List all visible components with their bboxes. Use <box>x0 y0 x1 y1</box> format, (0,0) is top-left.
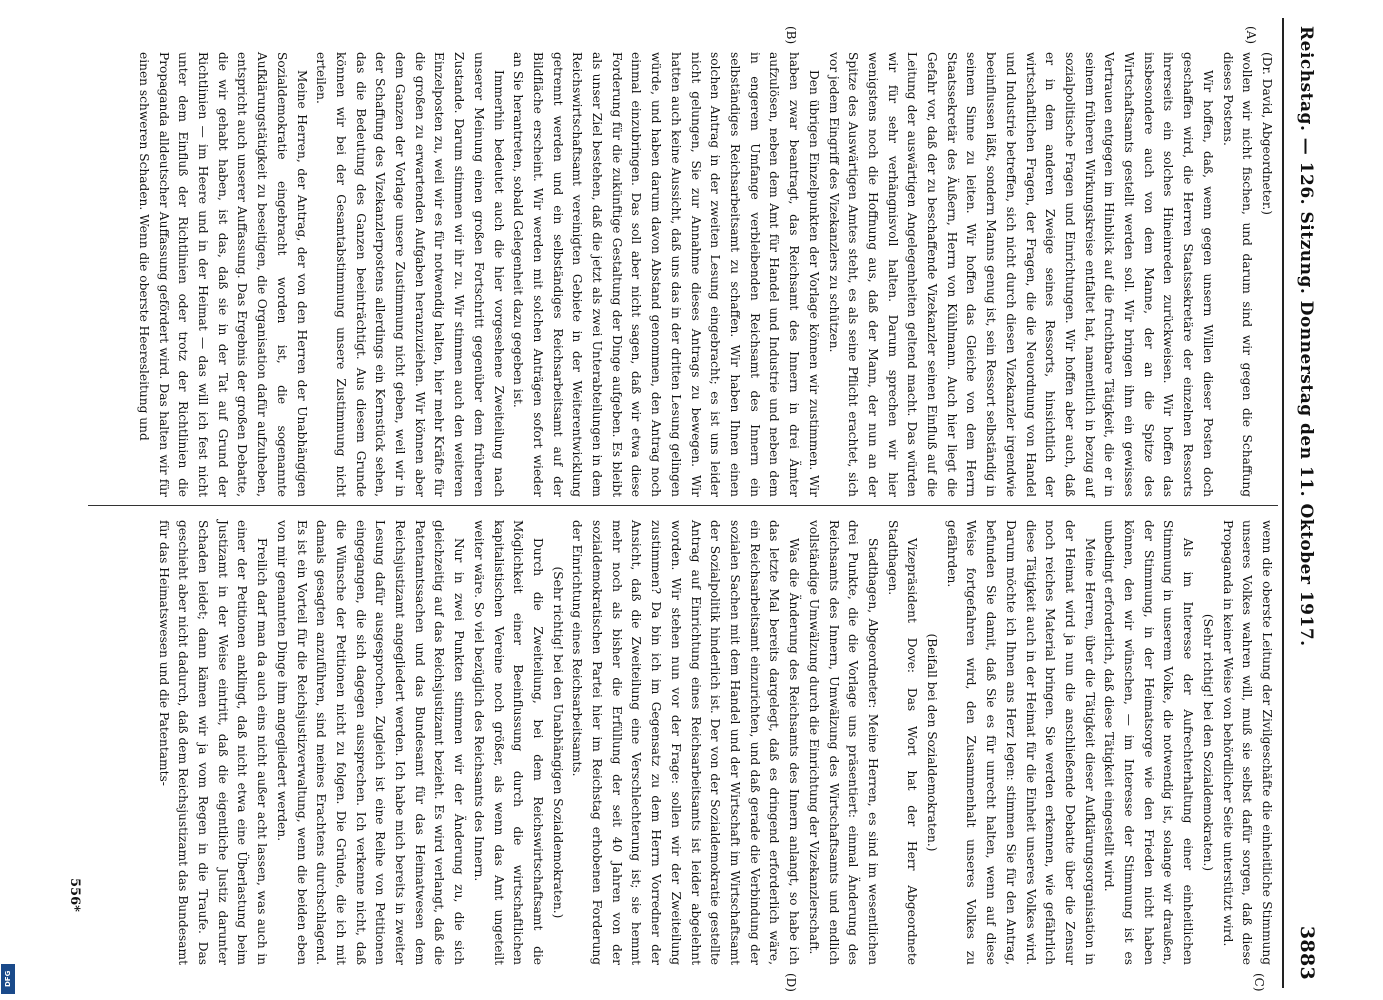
paragraph: Stadthagen, Abgeordneter: Meine Herren, es sind im wesentlichen drei Punkte, die die Vorlage uns präsentiert: einmal Änderung des Reichsamts des Innern, Umwälzung des Wirtschaftsamts und endlich vollständige Umwälzung durch die Einrichtung der Vizekanzlerschaft. <box>806 520 880 965</box>
page-header-number: 3883 <box>1296 925 1318 980</box>
paragraph: wenn die oberste Leitung der Zivilgeschäfte die einheitliche Stimmung unseres Volkes wahren will, muß sie selbst dafür sorgen, daß diese Propaganda in keiner Weise von behördlicher Seite unterstützt wird. <box>1220 520 1274 965</box>
interjection: (Sehr richtig! bei den Sozialdemokraten.) <box>1200 613 1215 872</box>
running-head <box>1288 26 1316 980</box>
interjection: (Beifall bei den Sozialdemokraten.) <box>925 633 940 852</box>
page-wrap <box>60 18 1320 992</box>
funding-note <box>2 0 16 1000</box>
paragraph: Meine Herren, der Antrag, der von den Herren der Unabhängigen Sozialdemokratie eingebracht worden ist, die sogenannte Aufklärungstätigkeit zu beseitigen, die Organisation dafür aufzuheben, entspricht auch unserer Auffassung. Das Ergebnis der großen Debatte, die wir gehabt haben, ist das, daß sie in der Tat auf Grund der Richtlinien — im Heere und in der Heimat — das will ich fest nicht unter dem Einfluß der Richtlinien oder trotz der Richtlinien die Propaganda alldeutscher Auffassung gefördert wird. Das halten wir für einen schweren Schaden. Wenn die oberste Heeresleitung und <box>136 52 309 497</box>
paragraph: Wir hoffen, daß, wenn gegen unsern Willen dieser Posten doch geschaffen wird, die Herren Staatssekretäre der einzelnen Ressorts ihrerseits ein solches Hineinreden zurückweisen. Wir hoffen das insbesondere auch von dem Manne, der an die Spitze des Wirtschaftsamts gestellt werden soll. Wir bringen ihm ein gewisses Vertrauen entgegen im Hinblick auf die fruchtbare Tätigkeit, die er in seinem früheren Wirkungskreise entfaltet hat, namentlich in bezug auf sozialpolitische Fragen und Einrichtungen. Wir hoffen aber auch, daß er in dem anderen Zweige seines Ressorts, hinsichtlich der wirtschaftlichen Fragen, der Fragen, die die Neuordnung von Handel und Industrie betreffen, sich nicht durch diesen Vizekanzler irgendwie beeinflussen läßt, sondern Manns genug ist, sein Ressort selbständig in seinem Sinne zu leiten. Wir hoffen das Gleiche von dem Herrn Staatssekretär des Äußern, Herrn von Kühlmann. Auch hier liegt die Gefahr vor, daß der zu beschaffende Vizekanzler seinen Einfluß auf die Leitung der auswärtigen Angelegenheiten geltend macht. Das würden wir für sehr verhängnisvoll halten. Darum sprechen wir hier wenigstens noch die Hoffnung aus, daß der Mann, der nun an der Spitze des Auswärtigen Amtes steht, es als seine Pflicht erachtet, sich vor jedem Eingriff des Vizekanzlers zu schützen. <box>826 52 1215 497</box>
paragraph: Freilich darf man da auch eins nicht außer acht lassen, was auch in einer der Petitionen anklingt, daß nicht etwa eine Überlastung beim Justizamt in der Weise eintritt, daß die eigentliche Justiz darunter Schaden leidet; dann kämen wir ja vom Regen in die Traufe. Das geschieht aber nicht dadurch, daß dem Reichsjustizamt das Bundesamt für das Heimatswesen und die Patentamts- <box>156 520 270 965</box>
page-header-title: Reichstag. — 126. Sitzung. Donnerstag den 11. Oktober 1917. <box>1296 26 1316 647</box>
document-page <box>60 18 1320 992</box>
paragraph: Immerhin bedeutet auch die hier vorgesehene Zweiteilung nach unserer Meinung einen großen Fortschritt gegenüber dem früheren Zustande. Darum stimmen wir ihr zu. Wir stimmen auch den weiteren Einzelposten zu, weil wir es für notwendig halten, hier mehr Kräfte für die großen zu erwartenden Aufgaben heranzuziehen. Wir können aber dem Ganzen der Vorlage unsere Zustimmung nicht geben, weil wir in der Schaffung des Vizekanzlerpostens allerdings ein Kernstück sehen, das die Bedeutung des Ganzen beeinträchtigt. Aus diesem Grunde können wir bei der Gesamtabstimmung unsere Zustimmung nicht erteilen. <box>314 52 506 497</box>
margin-letter-a: (A) <box>1244 26 1258 45</box>
margin-letter-d: (D) <box>784 973 798 992</box>
left-column <box>133 52 1276 497</box>
margin-letter-b: (B) <box>784 26 798 45</box>
right-column <box>153 520 1276 965</box>
paragraph: Als im Interesse der Aufrechterhaltung einer einheitlichen Stimmung in unserem Volke, die notwendig ist, solange wir draußen, der Stimmung, in der Heimatsorge wie den Frieden nicht haben können, den wir wünschen, — im Interesse der Stimmung ist es unbedingt erforderlich, daß diese Tätigkeit eingestellt wird. <box>1102 520 1196 965</box>
paragraph: Durch die Zweiteilung, bei dem Reichswirtschaftsamt die Möglichkeit einer Beeinflussung durch die wirtschaftlichen kapitalistischen Vereine noch größer, als wenn das Amt ungeteilt weiter wäre. So viel bezüglich des Reichsamts des Innern. <box>471 520 545 965</box>
paragraph: wollen wir nicht fischen, und darum sind wir gegen die Schaffung dieses Postens. <box>1220 52 1255 497</box>
speaker-line: (Dr. David, Abgeordneter.) <box>1260 52 1274 215</box>
page-footer-number: 556* <box>67 878 82 912</box>
paragraph: Den übrigen Einzelpunkten der Vorlage können wir zustimmen. Wir haben zwar beantragt, das Reichsamt des Innern in drei Ämter aufzulösen, neben dem Amt für Handel und Industrie und neben dem in engerem Umfange verbleibenden Reichsamt des Innern ein selbständiges Reichsarbeitsamt zu schaffen. Wir haben Ihnen einen solchen Antrag in der zweiten Lesung eingebracht; es ist uns leider nicht gelungen, Sie zur Annahme dieses Antrags zu bewegen. Wir hatten auch keine Aussicht, daß uns das in der dritten Lesung gelingen würde, und haben darum davon Abstand genommen, den Antrag noch einmal einzubringen. Das soll aber nicht sagen, daß wir etwa diese Forderung für die zukünftige Gestaltung der Dinge aufgeben. Es bleibt als unser Ziel bestehen, daß die jetzt als zwei Unterabteilungen in dem Reichswirtschaftsamt vereinigten Gebiete in der Weiterentwicklung getrennt werden und ein selbständiges Reichsarbeitsamt auf der Bildfläche erscheint. Wir werden mit solchen Anträgen sofort wieder an Sie herantreten, sobald Gelegenheit dazu gegeben ist. <box>511 52 821 497</box>
paragraph: Was die Änderung des Reichsamts des Innern anlangt, so habe ich das letzte Mal bereits dargelegt, daß es dringend erforderlich wäre, ein Reichsarbeitsamt einzurichten, und daß gerade die Verbindung der sozialen Sachen mit dem Handel und der Wirtschaft im Wirtschaftsamt der Sozialpolitik hinderlich ist. Der von der Sozialdemokratie gestellte Antrag auf Einrichtung eines Reichsarbeitsamts ist leider abgelehnt worden. Wir stehen nun vor der Frage: sollen wir der Zweiteilung zustimmen? Da bin ich im Gegensatz zu dem Herrn Vorredner der Ansicht, daß die Zweiteilung eine Verschlechterung ist; sie hemmt mehr noch als bisher die Erfüllung der seit 40 Jahren von der sozialdemokratischen Partei hier im Reichstag erhobenen Forderung der Einrichtung eines Reichsarbeitsamts. <box>570 520 802 965</box>
interjection: (Sehr richtig! bei den Unabhängigen Sozialdemokraten.) <box>550 566 565 919</box>
speaker-announcement: Vizepräsident Dove: Das Wort hat der Herr Abgeordnete Stadthagen. <box>885 520 920 965</box>
paragraph: Meine Herren, über die Tätigkeit dieser Aufklärungsorganisation in der Heimat wird ja nun die anschließende Debatte über die Zensur noch reiches Material bringen. Sie werden erkennen, wie gefährlich diese Tätigkeit auch in der Heimat für die Einheit unseres Volkes wird. Darum möchte ich Ihnen ans Herz legen: stimmen Sie für den Antrag, befunden Sie damit, daß Sie es für unrecht halten, wenn auf diese Weise fortgefahren wird, den Zusammenhalt unseres Volkes zu gefährden. <box>944 520 1097 965</box>
paragraph: Nur in zwei Punkten stimmen wir der Änderung zu, die sich gleichzeitig auf das Reichsjustizamt bezieht. Es wird verlangt, daß die Patentamtssachen und das Bundesamt für das Heimatwesen dem Reichsjustizamt angegliedert werden. Ich habe mich bereits in zweiter Lesung dafür ausgesprochen. Zugleich ist eine Reihe von Petitionen eingegangen, die sich dagegen aussprechen. Ich verkenne nicht, daß die Wünsche der Petitionen nicht zu folgen. Die Gründe, die ich mit damals gesagten anzuführen, sind meines Erachtens durchschlagend. Es ist ein Vorteil für die Reichsjustizverwaltung, wenn die beiden eben von mir genannten Dinge ihm angegliedert werden. <box>274 520 467 965</box>
dfg-logo: DFG <box>1 964 15 994</box>
column-divider <box>88 505 1278 506</box>
header-rule <box>1282 18 1284 988</box>
margin-letter-c: (C) <box>1252 973 1266 992</box>
